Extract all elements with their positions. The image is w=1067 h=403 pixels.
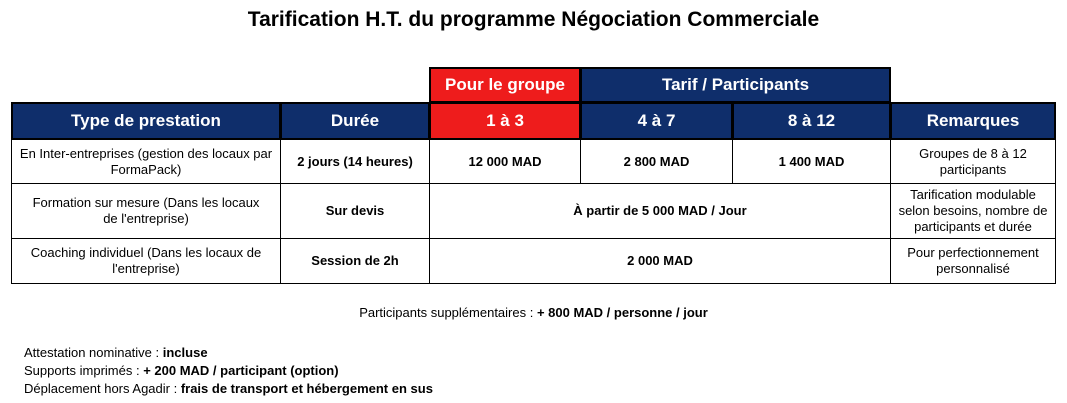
note-supports	[24, 362, 339, 379]
row-3-duree	[280, 238, 430, 284]
note-attestation	[24, 344, 208, 361]
row-2-price-text: À partir de 5 000 MAD / Jour	[573, 203, 747, 218]
row-1-type	[11, 139, 281, 184]
header-duree-label: Durée	[330, 111, 380, 130]
row-1-type-text: En Inter-entreprises (gestion des locaux par FormaPack)	[19, 145, 273, 177]
row-2-duree-text: Sur devis	[325, 203, 385, 218]
row-3-remarque-text: Pour perfectionnement personnalisé	[907, 245, 1039, 276]
header-range-1-3	[429, 102, 581, 140]
row-1-price-8-12	[732, 139, 891, 184]
header-range-1-3-label: 1 à 3	[486, 111, 524, 130]
row-3-type-text: Coaching individuel (Dans les locaux de l'entreprise)	[30, 245, 262, 276]
row-3-price-text: 2 000 MAD	[627, 253, 693, 268]
header-range-8-12-label: 8 à 12	[787, 111, 836, 130]
row-2-duree	[280, 183, 430, 239]
header-tarif-participants	[580, 67, 891, 103]
extra-participants-value: + 800 MAD / personne / jour	[536, 305, 708, 320]
row-3-price	[429, 238, 891, 284]
header-tarif-participants-label: Tarif / Participants	[661, 75, 810, 94]
row-2-type-text: Formation sur mesure (Dans les locaux de l'entreprise)	[32, 195, 260, 226]
row-1-price-4-7-text: 2 800 MAD	[623, 153, 690, 169]
header-remarques-label: Remarques	[926, 111, 1020, 130]
note-supports-value: + 200 MAD / participant (option)	[143, 363, 339, 378]
header-group-top-label: Pour le groupe	[445, 75, 565, 94]
header-group-top	[429, 67, 581, 103]
header-type-label: Type de prestation	[71, 111, 221, 130]
row-1-remarque	[890, 139, 1056, 184]
note-deplacement-label: Déplacement hors Agadir :	[24, 381, 181, 396]
header-duree	[280, 102, 430, 140]
note-supports-label: Supports imprimés :	[24, 363, 144, 378]
row-2-remarque-text: Tarification modulable selon besoins, nombre de participants et durée	[898, 187, 1048, 234]
row-3-duree-text: Session de 2h	[311, 253, 399, 268]
note-deplacement-value: frais de transport et hébergement en sus	[180, 381, 433, 396]
row-2-price	[429, 183, 891, 239]
header-range-4-7-label: 4 à 7	[637, 111, 676, 130]
row-1-duree-text: 2 jours (14 heures)	[297, 153, 413, 169]
extra-participants-label: Participants supplémentaires :	[359, 305, 537, 320]
note-deplacement	[24, 380, 433, 397]
row-1-duree	[280, 139, 430, 184]
page-title: Tarification H.T. du programme Négociation Commerciale	[247, 8, 820, 31]
header-range-4-7	[580, 102, 733, 140]
row-2-type	[11, 183, 281, 239]
row-1-remarque-text: Groupes de 8 à 12 participants	[919, 145, 1027, 177]
row-2-remarque	[890, 183, 1056, 239]
row-1-price-4-7	[580, 139, 733, 184]
header-remarques	[890, 102, 1056, 140]
row-3-type	[11, 238, 281, 284]
note-attestation-label: Attestation nominative :	[24, 345, 163, 360]
header-type	[11, 102, 281, 140]
note-attestation-value: incluse	[162, 345, 208, 360]
row-3-remarque	[890, 238, 1056, 284]
header-range-8-12	[732, 102, 891, 140]
row-1-price-1-3	[429, 139, 581, 184]
row-1-price-1-3-text: 12 000 MAD	[468, 153, 542, 169]
extra-participants-line	[0, 304, 1067, 321]
row-1-price-8-12-text: 1 400 MAD	[778, 153, 845, 169]
